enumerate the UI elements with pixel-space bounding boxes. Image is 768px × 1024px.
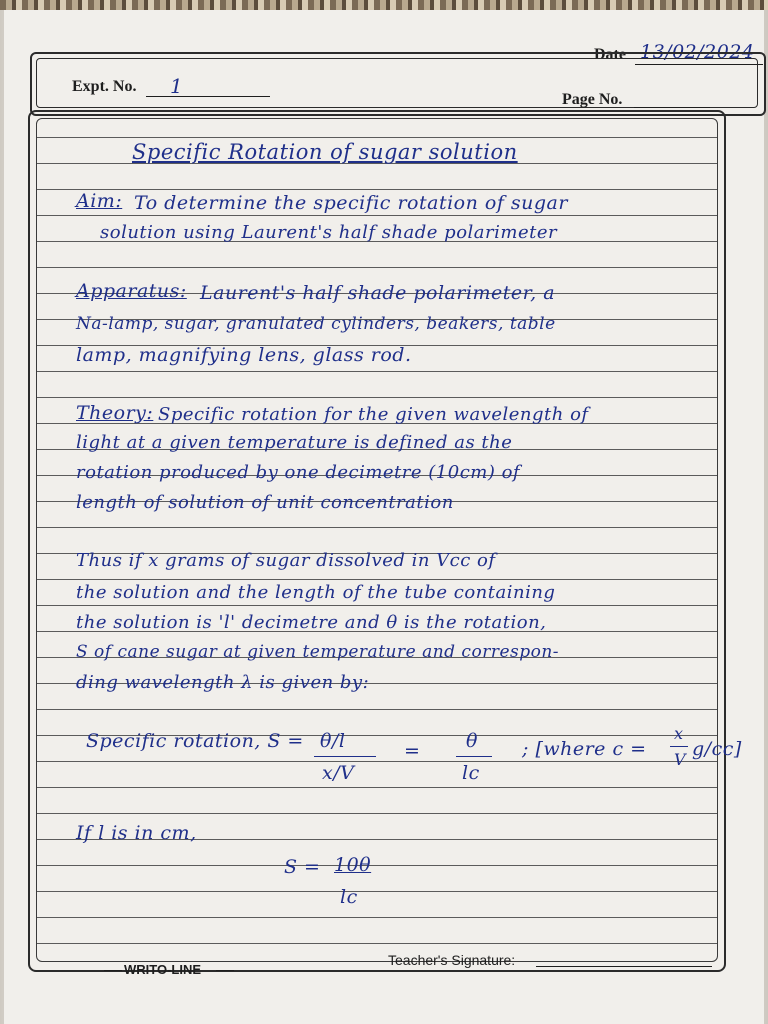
equation-1-denominator-1: x/V <box>322 762 355 784</box>
thus-line-5: ding wavelength λ is given by: <box>76 672 370 693</box>
equation-1-where: ; [where c = <box>522 738 647 760</box>
fraction-bar <box>314 756 376 757</box>
page-no-label: Page No. <box>562 91 623 108</box>
rule-line <box>37 527 717 528</box>
thus-line-1: Thus if x grams of sugar dissolved in Vcc of <box>76 550 496 571</box>
rule-line <box>37 579 717 580</box>
expt-no-underline <box>146 96 270 97</box>
footer-line-left <box>104 970 122 971</box>
equation-2-lhs: S = <box>284 856 321 878</box>
expt-no-value: 1 <box>170 74 184 98</box>
aim-line-2: solution using Laurent's half shade polarimeter <box>100 222 558 243</box>
footer-line-right <box>216 970 234 971</box>
equation-2-numerator: 10θ <box>334 854 372 876</box>
rule-line <box>37 137 717 138</box>
page-title: Specific Rotation of sugar solution <box>132 140 518 164</box>
rule-line <box>37 605 717 606</box>
rule-line <box>37 709 717 710</box>
theory-line-4: length of solution of unit concentration <box>76 492 454 513</box>
equation-1-numerator-1: θ/l <box>320 730 346 752</box>
equation-1-equals: = <box>404 740 421 762</box>
equation-1-lhs: Specific rotation, S = <box>86 730 304 752</box>
equation-1-numerator-2: θ <box>466 730 478 752</box>
theory-line-1: Specific rotation for the given wavelength of <box>158 404 589 425</box>
equation-2-denominator: lc <box>340 886 358 908</box>
date-label: Date <box>594 46 626 63</box>
apparatus-line-3: lamp, magnifying lens, glass rod. <box>76 344 412 366</box>
fraction-bar <box>670 746 688 747</box>
rule-line <box>37 943 717 944</box>
apparatus-line-1: Laurent's half shade polarimeter, a <box>200 282 556 304</box>
aim-label: Aim: <box>76 190 123 212</box>
header-inner-border <box>36 58 758 108</box>
signature-underline <box>536 966 712 967</box>
theory-line-3: rotation produced by one decimetre (10cm) of <box>76 462 521 483</box>
background-fabric <box>0 0 768 10</box>
aim-line-1: To determine the specific rotation of sugar <box>134 192 568 214</box>
thus-line-2: the solution and the length of the tube containing <box>76 582 556 603</box>
thus-line-4: S of cane sugar at given temperature and correspon- <box>76 642 560 662</box>
expt-no-label: Expt. No. <box>72 78 137 95</box>
rule-line <box>37 865 717 866</box>
rule-line <box>37 371 717 372</box>
page-no-underline <box>634 107 710 108</box>
signature-label: Teacher's Signature: <box>388 952 516 968</box>
thus-line-3: the solution is 'l' decimetre and θ is the rotation, <box>76 612 547 633</box>
rule-line <box>37 891 717 892</box>
equation-1-unit: g/cc] <box>692 738 742 760</box>
rule-line <box>37 397 717 398</box>
date-value: 13/02/2024 <box>640 41 755 63</box>
rule-line <box>37 267 717 268</box>
equation-1-denominator-2: lc <box>462 762 480 784</box>
if-line: If l is in cm, <box>76 822 197 844</box>
brand-label: WRITO-LINE <box>124 962 202 977</box>
rule-line <box>37 189 717 190</box>
rule-line <box>37 761 717 762</box>
theory-line-2: light at a given temperature is defined as the <box>76 432 513 453</box>
fraction-bar <box>456 756 492 757</box>
rule-line <box>37 917 717 918</box>
theory-label: Theory: <box>76 402 154 424</box>
rule-line <box>37 215 717 216</box>
apparatus-label: Apparatus: <box>76 280 187 302</box>
equation-1-fraction-denominator: V <box>674 750 687 769</box>
rule-line <box>37 787 717 788</box>
rule-line <box>37 813 717 814</box>
equation-1-fraction-numerator: x <box>674 724 684 743</box>
apparatus-line-2: Na-lamp, sugar, granulated cylinders, beakers, table <box>76 314 556 334</box>
